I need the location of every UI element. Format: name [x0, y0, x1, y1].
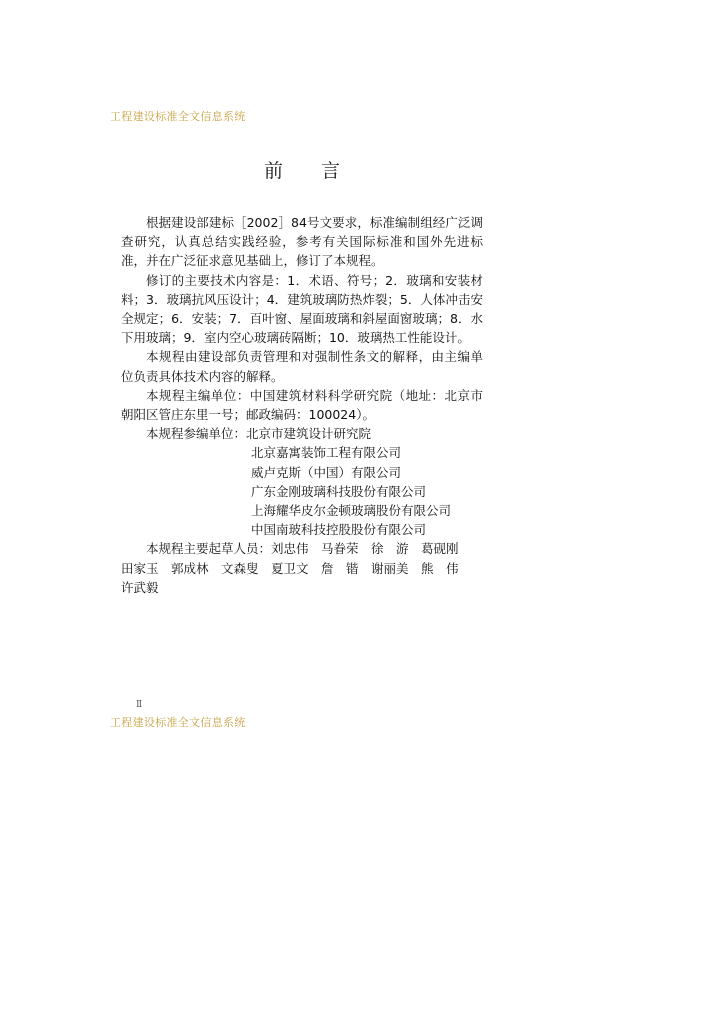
participants-label: 本规程参编单位：北京市建筑设计研究院 — [146, 426, 372, 442]
paragraph-chief-editor: 本规程主编单位：中国建筑材料科学研究院（地址：北京市朝阳区管庄东里一号；邮政编码：100024）。 — [121, 387, 483, 423]
paragraph-management: 本规程由建设部负责管理和对强制性条文的解释，由主编单位负责具体技术内容的解释。 — [121, 349, 483, 384]
watermark-top: 工程建设标准全文信息系统 — [110, 110, 246, 123]
preface-body — [121, 213, 483, 597]
watermark-bottom: 工程建设标准全文信息系统 — [110, 716, 246, 729]
participant-org: 威卢克斯（中国）有限公司 — [251, 464, 402, 480]
paragraph-revision-content: 修订的主要技术内容是：1．术语、符号；2．玻璃和安装材料；3．玻璃抗风压设计；4．建筑玻璃防热炸裂；5．人体冲击安全规定；6．安装；7．百叶窗、屋面玻璃和斜屋面窗玻璃；8．水下用玻璃；9．室内空心玻璃砖隔断；10．玻璃热工性能设计。 — [121, 272, 483, 346]
page-title: 前 言 — [263, 160, 340, 182]
drafters-line: 田家玉 郭成林 文森叟 夏卫文 詹 锴 谢丽美 熊 伟 — [121, 560, 459, 576]
participant-org: 上海耀华皮尔金顿玻璃股份有限公司 — [251, 503, 452, 519]
drafters-line: 许武毅 — [121, 579, 159, 595]
paragraph-basis: 根据建设部建标［2002］84号文要求，标准编制组经广泛调查研究，认真总结实践经验，参考有关国际标准和国外先进标准，并在广泛征求意见基础上，修订了本规程。 — [121, 215, 483, 269]
participant-org: 北京嘉寓装饰工程有限公司 — [251, 445, 402, 461]
drafters-line: 本规程主要起草人员：刘忠伟 马眷荣 徐 游 葛砚刚 — [146, 541, 459, 557]
participant-org: 中国南玻科技控股股份有限公司 — [251, 522, 427, 538]
page-number: Ⅱ — [136, 700, 143, 710]
participant-org: 广东金刚玻璃科技股份有限公司 — [251, 483, 427, 499]
